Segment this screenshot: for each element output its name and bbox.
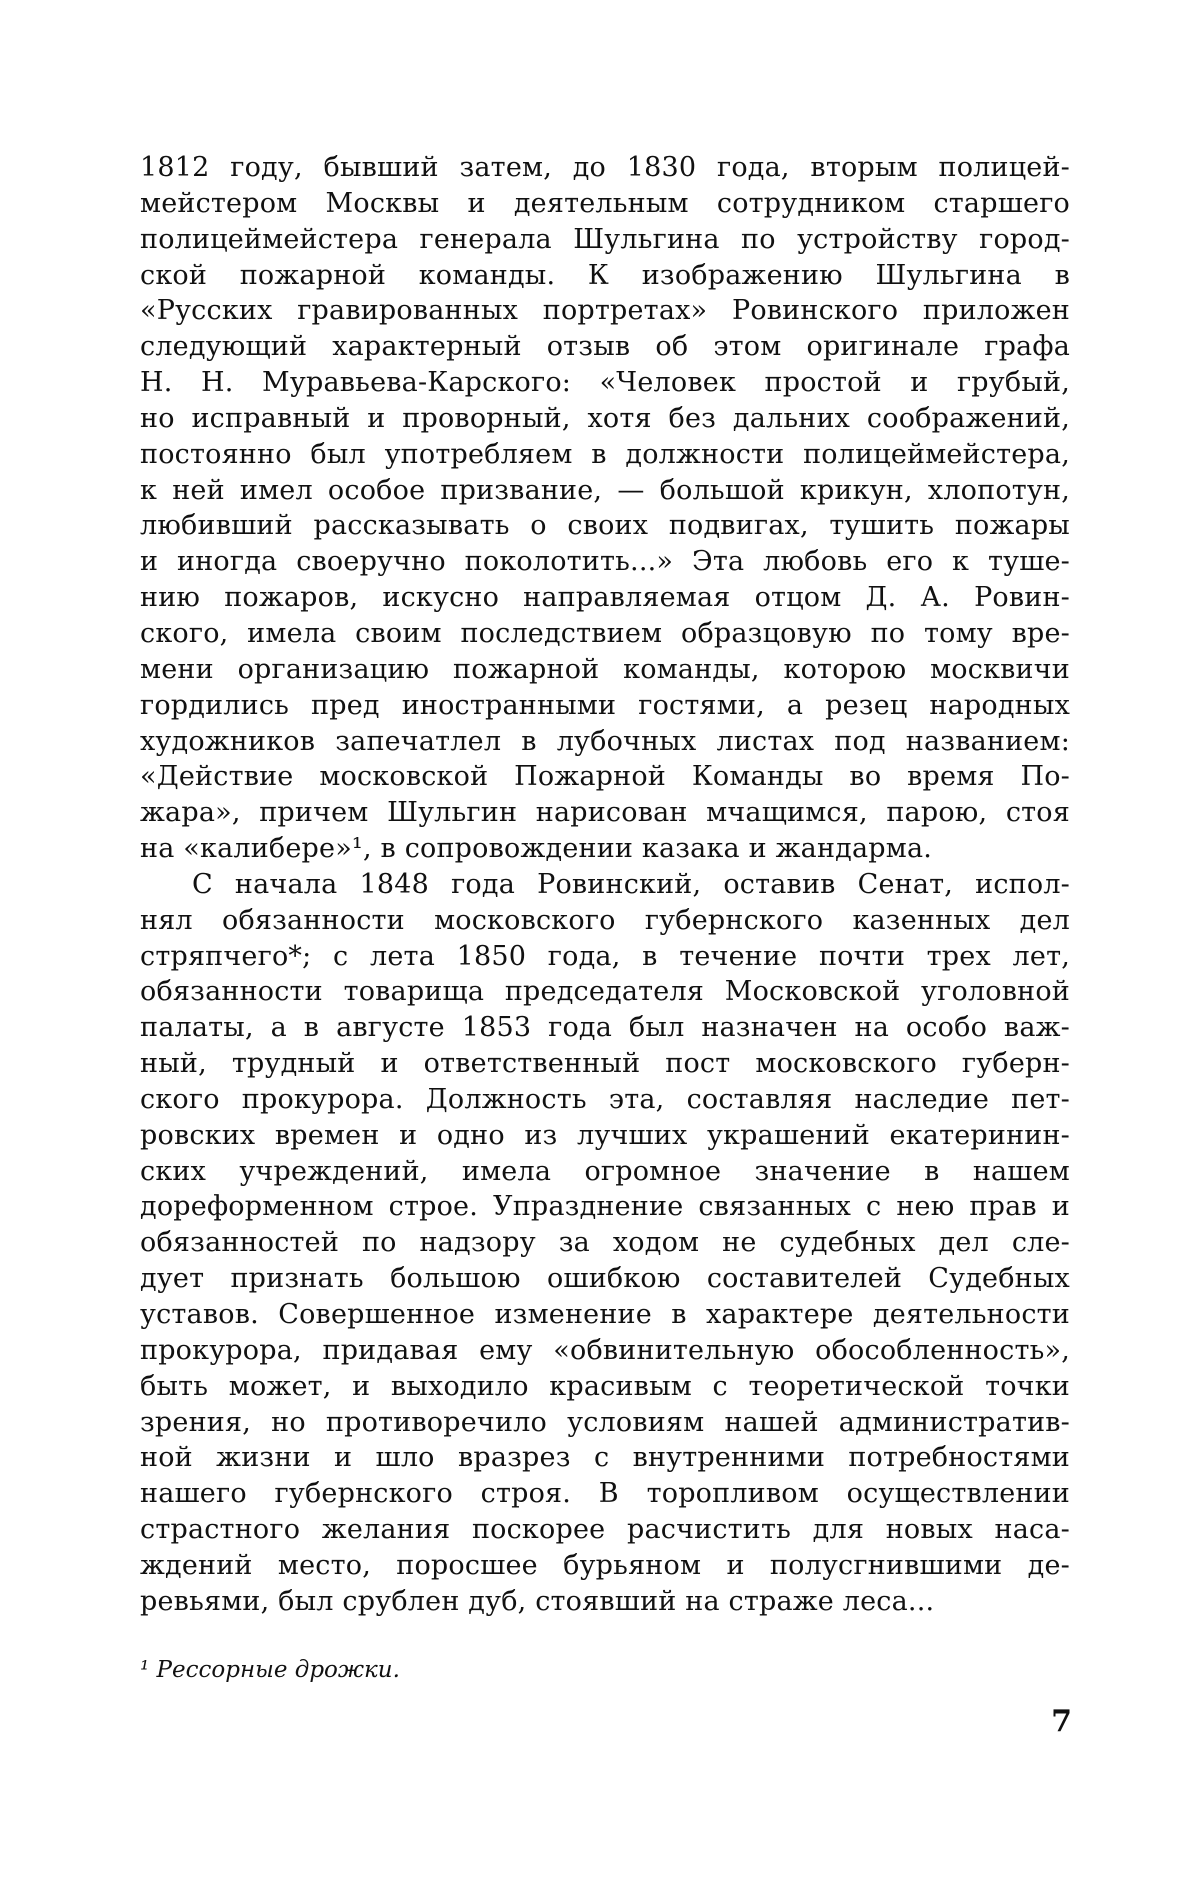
text-line: зрения, но противоречило условиям нашей административ- <box>140 1406 1070 1438</box>
text-line: нию пожаров, искусно направляемая отцом Д. А. Ровин- <box>140 582 1070 614</box>
text-line: ревьями, был срублен дуб, стоявший на страже леса... <box>140 1585 935 1617</box>
body-text <box>140 150 1070 1620</box>
paragraph-start-line: С начала 1848 года Ровинский, оставив Сенат, испол- <box>192 868 1070 900</box>
text-line: обязанностей по надзору за ходом не судебных дел сле- <box>140 1227 1070 1259</box>
text-line: жара», причем Шульгин нарисован мчащимся, парою, стоя <box>140 797 1070 829</box>
text-line: полицеймейстера генерала Шульгина по устройству город- <box>140 223 1070 255</box>
text-line: ровских времен и одно из лучших украшений екатеринин- <box>140 1119 1070 1151</box>
text-line: постоянно был употребляем в должности полицеймейстера, <box>140 438 1070 470</box>
text-line: обязанности товарища председателя Московской уголовной <box>140 976 1070 1008</box>
text-line: нашего губернского строя. В торопливом осуществлении <box>140 1478 1070 1510</box>
page-number: 7 <box>1051 1704 1072 1739</box>
text-line: любивший рассказывать о своих подвигах, тушить пожары <box>140 510 1070 542</box>
text-line: ской пожарной команды. К изображению Шульгина в <box>140 259 1070 291</box>
text-line: ского, имела своим последствием образцовую по тому вре- <box>140 617 1070 649</box>
text-line: к ней имел особое призвание, — большой крикун, хлопотун, <box>140 474 1070 506</box>
text-line: и иногда своеручно поколотить...» Эта любовь его к туше- <box>140 546 1070 578</box>
text-line: 1812 году, бывший затем, до 1830 года, вторым полицей- <box>140 152 1070 183</box>
text-line: Н. Н. Муравьева-Карского: «Человек простой и грубый, <box>140 367 1070 399</box>
text-line: следующий характерный отзыв об этом оригинале графа <box>140 331 1070 363</box>
text-line: ной жизни и шло вразрез с внутренними потребностями <box>140 1442 1070 1474</box>
text-line: «Русских гравированных портретах» Ровинского приложен <box>140 295 1070 327</box>
text-line: ских учреждений, имела огромное значение в нашем <box>140 1155 1070 1187</box>
text-line: страстного желания поскорее расчистить для новых наса- <box>140 1514 1070 1546</box>
text-line: уставов. Совершенное изменение в характере деятельности <box>140 1299 1070 1330</box>
text-line: дует признать большою ошибкою составителей Судебных <box>140 1263 1070 1295</box>
text-line: ный, трудный и ответственный пост московского губерн- <box>140 1048 1070 1080</box>
text-line: ждений место, поросшее бурьяном и полусгнившими де- <box>140 1549 1070 1581</box>
text-line: мейстером Москвы и деятельным сотрудником старшего <box>140 187 1070 219</box>
text-line: стряпчего*; с лета 1850 года, в течение почти трех лет, <box>140 940 1070 972</box>
text-line: нял обязанности московского губернского казенных дел <box>140 904 1070 936</box>
text-line: «Действие московской Пожарной Команды во время По- <box>140 761 1070 793</box>
text-line: на «калибере»¹, в сопровождении казака и жандарма. <box>140 833 933 865</box>
footnote: ¹ Рессорные дрожки. <box>140 1657 400 1683</box>
text-line: мени организацию пожарной команды, которою москвичи <box>140 653 1070 685</box>
text-line: быть может, и выходило красивым с теоретической точки <box>140 1370 1070 1402</box>
text-line: ского прокурора. Должность эта, составляя наследие пет- <box>140 1083 1070 1115</box>
text-line: гордились пред иностранными гостями, а резец народных <box>140 689 1070 721</box>
text-line: дореформенном строе. Упразднение связанных с нею прав и <box>140 1191 1070 1223</box>
text-line: прокурора, придавая ему «обвинительную обособленность», <box>140 1334 1070 1366</box>
text-line: художников запечатлел в лубочных листах под названием: <box>140 725 1070 757</box>
text-line: но исправный и проворный, хотя без дальних соображений, <box>140 402 1070 434</box>
text-line: палаты, а в августе 1853 года был назначен на особо важ- <box>140 1012 1070 1044</box>
